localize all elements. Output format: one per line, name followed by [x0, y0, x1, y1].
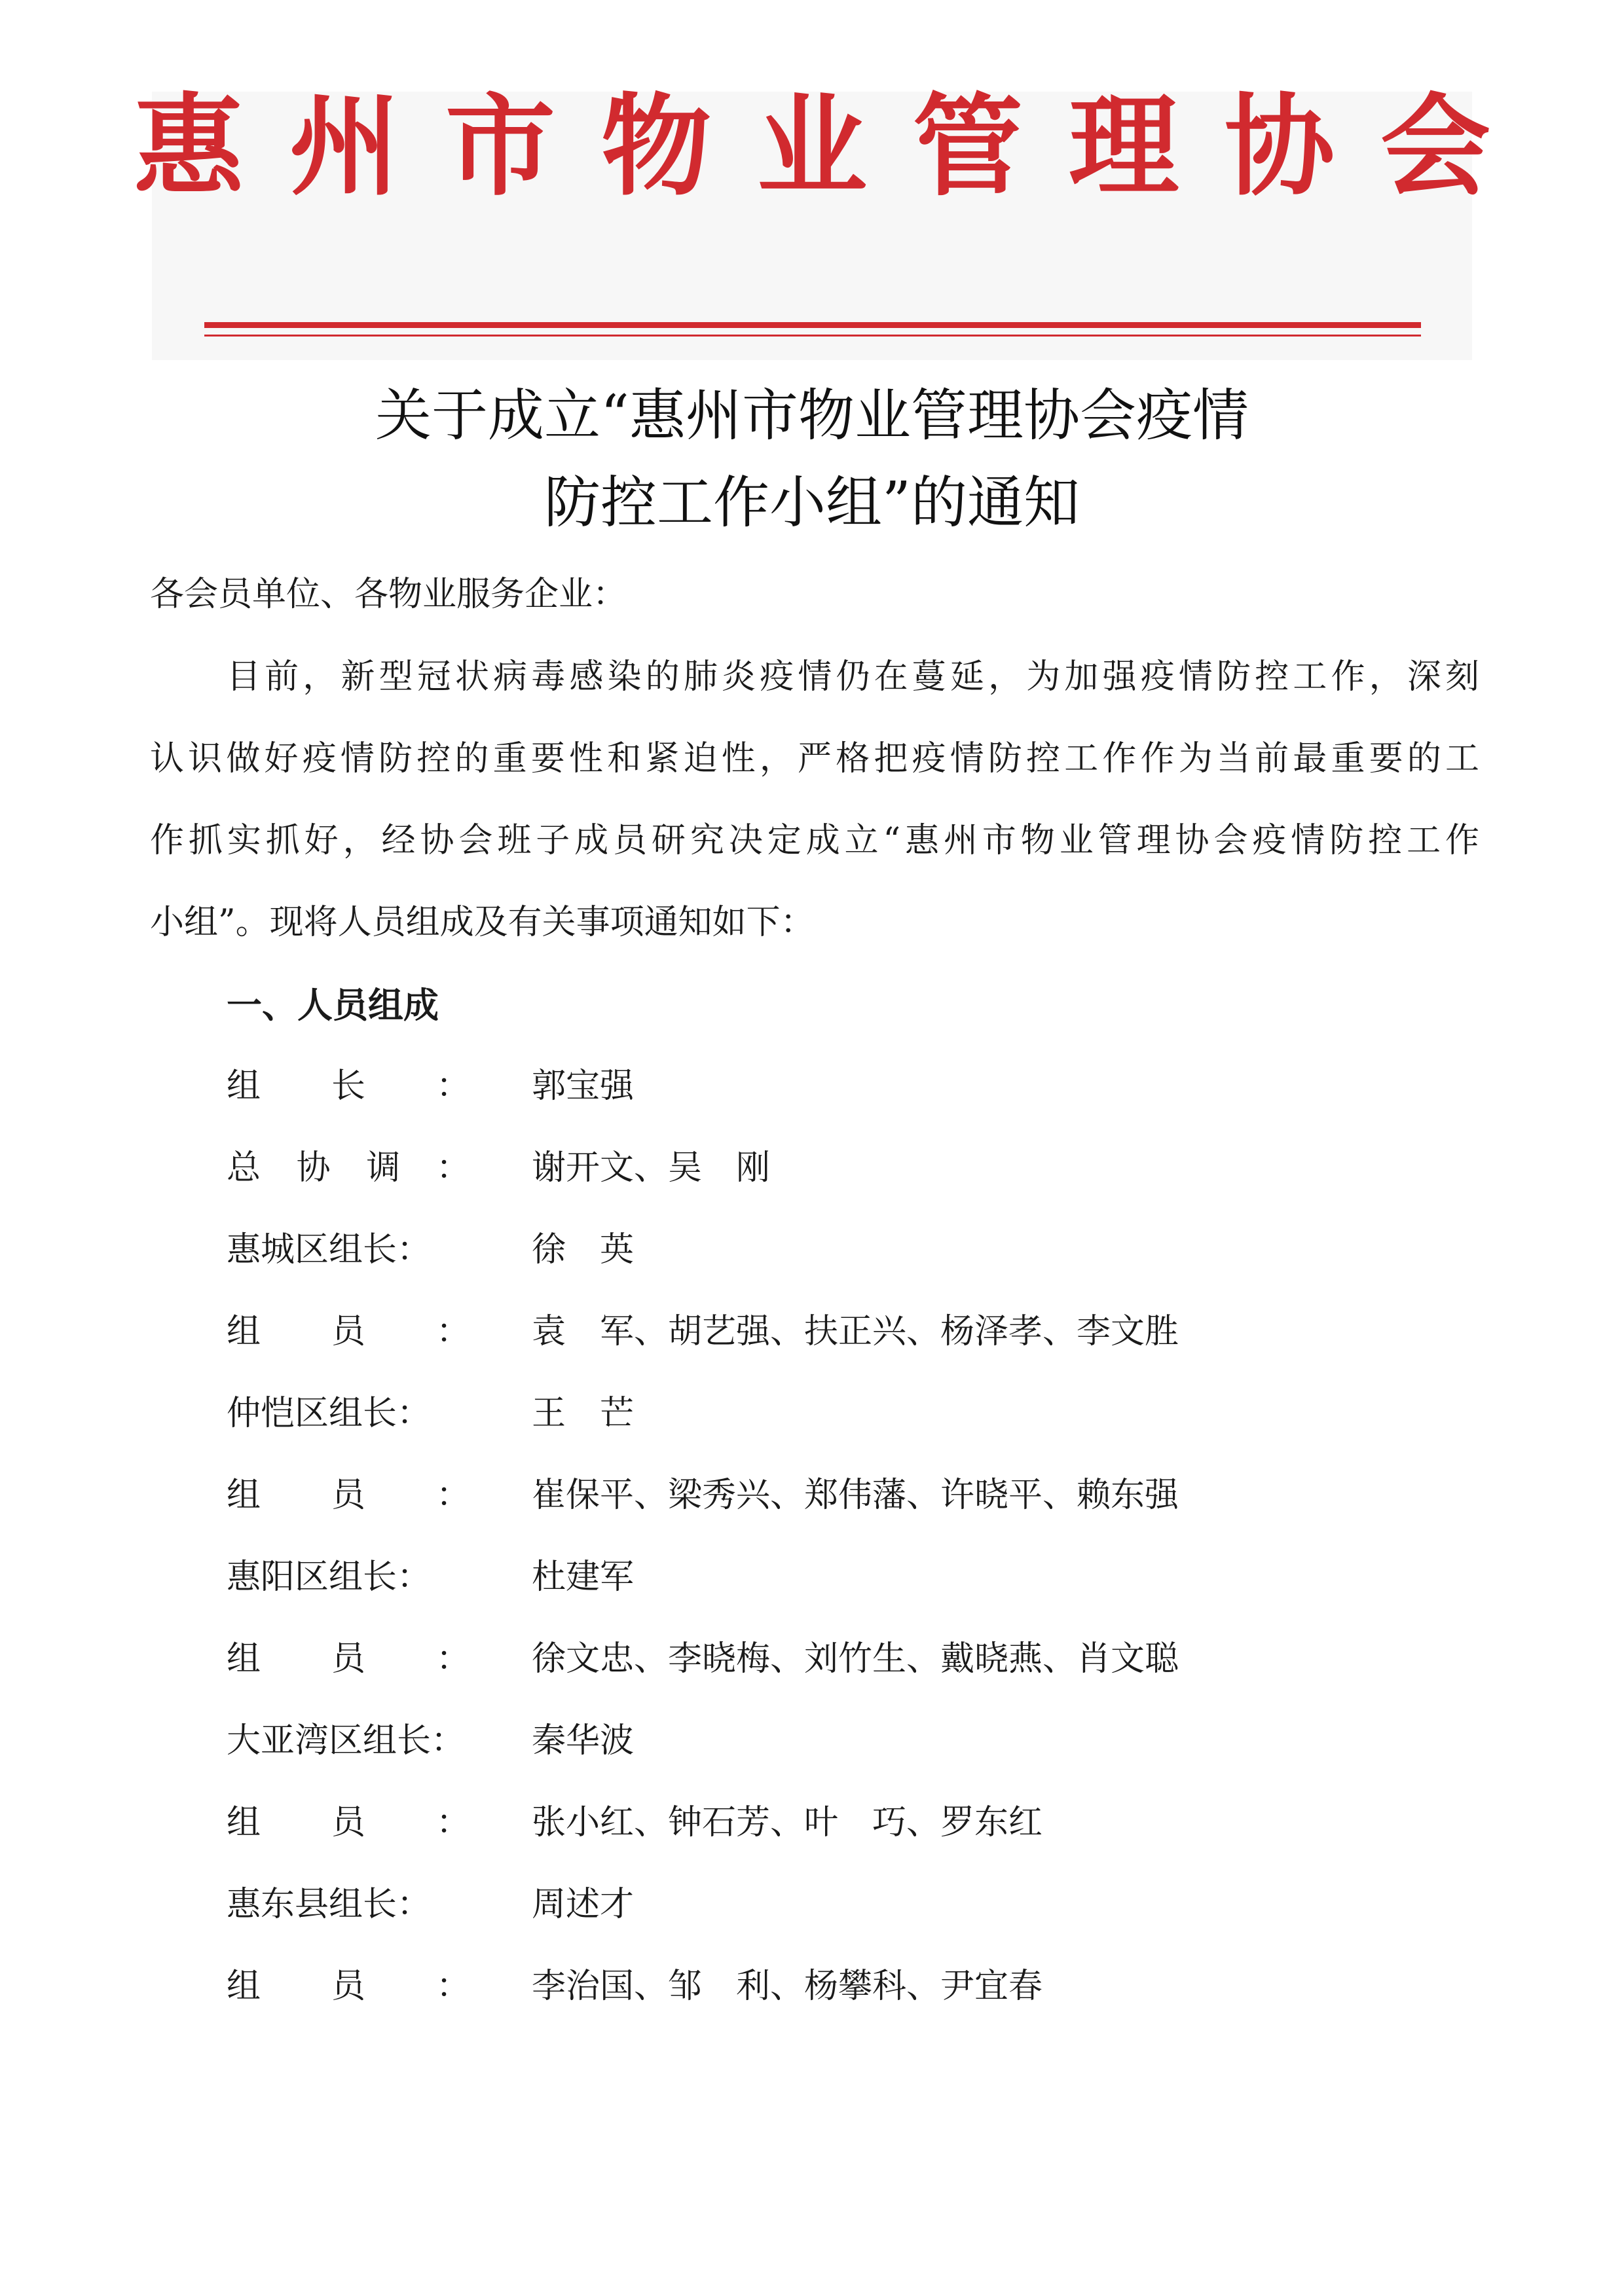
member-names: 张小红、钟石芳、叶 巧、罗东红 [532, 1803, 1043, 1842]
body-paragraph-line-4: 小组”。现将人员组成及有关事项通知如下： [150, 903, 815, 942]
member-role-label: 组长： [227, 1066, 470, 1106]
member-names: 王 芒 [532, 1394, 635, 1433]
member-role-label: 组员： [227, 1967, 470, 2006]
member-row-huidong-members [227, 1967, 1043, 2006]
body-paragraph-line-3: 作抓实抓好，经协会班子成员研究决定成立“惠州市物业管理协会疫情防控工作 [150, 821, 1479, 860]
member-role-label: 惠阳区组长： [227, 1558, 432, 1597]
member-row-dayawan-members [227, 1803, 1043, 1842]
document-title-line-2: 防控工作小组”的通知 [544, 470, 1080, 536]
member-names: 谢开文、吴 刚 [532, 1148, 771, 1188]
member-names: 周述才 [532, 1885, 635, 1924]
salutation: 各会员单位、各物业服务企业： [150, 575, 627, 614]
member-row-huicheng-leader [227, 1230, 635, 1269]
member-role-label: 组员： [227, 1803, 470, 1842]
org-name-header: 惠州市物业管理协会 [134, 82, 1536, 211]
member-role-label: 组员： [227, 1639, 470, 1679]
letterhead-red-rule-thin [204, 335, 1421, 337]
body-paragraph-line-2: 认识做好疫情防控的重要性和紧迫性，严格把疫情防控工作作为当前最重要的工 [150, 739, 1479, 778]
member-row-huiyang-members [227, 1639, 1179, 1679]
member-names: 杜建军 [532, 1558, 635, 1597]
member-role-label: 大亚湾区组长： [227, 1721, 466, 1760]
member-role-label: 组员： [227, 1312, 470, 1351]
member-role-label: 惠城区组长： [227, 1230, 432, 1269]
member-row-huiyang-leader [227, 1558, 635, 1597]
document-title-line-1: 关于成立“惠州市物业管理协会疫情 [375, 383, 1249, 448]
member-names: 郭宝强 [532, 1066, 635, 1106]
member-names: 李治国、邹 利、杨攀科、尹宜春 [532, 1967, 1043, 2006]
member-names: 徐 英 [532, 1230, 635, 1269]
member-row-huicheng-members [227, 1312, 1179, 1351]
member-role-label: 仲恺区组长： [227, 1394, 432, 1433]
member-row-huidong-leader [227, 1887, 634, 1922]
member-names: 崔保平、梁秀兴、郑伟藩、许晓平、赖东强 [532, 1476, 1179, 1515]
member-names: 徐文忠、李晓梅、刘竹生、戴晓燕、肖文聪 [532, 1639, 1179, 1679]
member-names: 秦华波 [532, 1721, 635, 1760]
letterhead-red-rule-thick [204, 322, 1421, 328]
member-row-dayawan-leader [227, 1721, 635, 1760]
member-role-label: 组员： [227, 1476, 470, 1515]
section-heading-personnel: 一、人员组成 [227, 984, 439, 1026]
member-row-coordinator [227, 1148, 771, 1188]
member-role-label: 总协调： [227, 1148, 470, 1188]
body-paragraph-line-1: 目前，新型冠状病毒感染的肺炎疫情仍在蔓延，为加强疫情防控工作，深刻 [227, 657, 1479, 697]
member-row-leader [227, 1066, 635, 1106]
member-row-zhongkai-members [227, 1476, 1179, 1515]
member-names: 袁 军、胡艺强、扶正兴、杨泽孝、李文胜 [532, 1312, 1179, 1351]
member-role-label: 惠东县组长： [227, 1885, 432, 1924]
member-row-zhongkai-leader [227, 1394, 635, 1433]
